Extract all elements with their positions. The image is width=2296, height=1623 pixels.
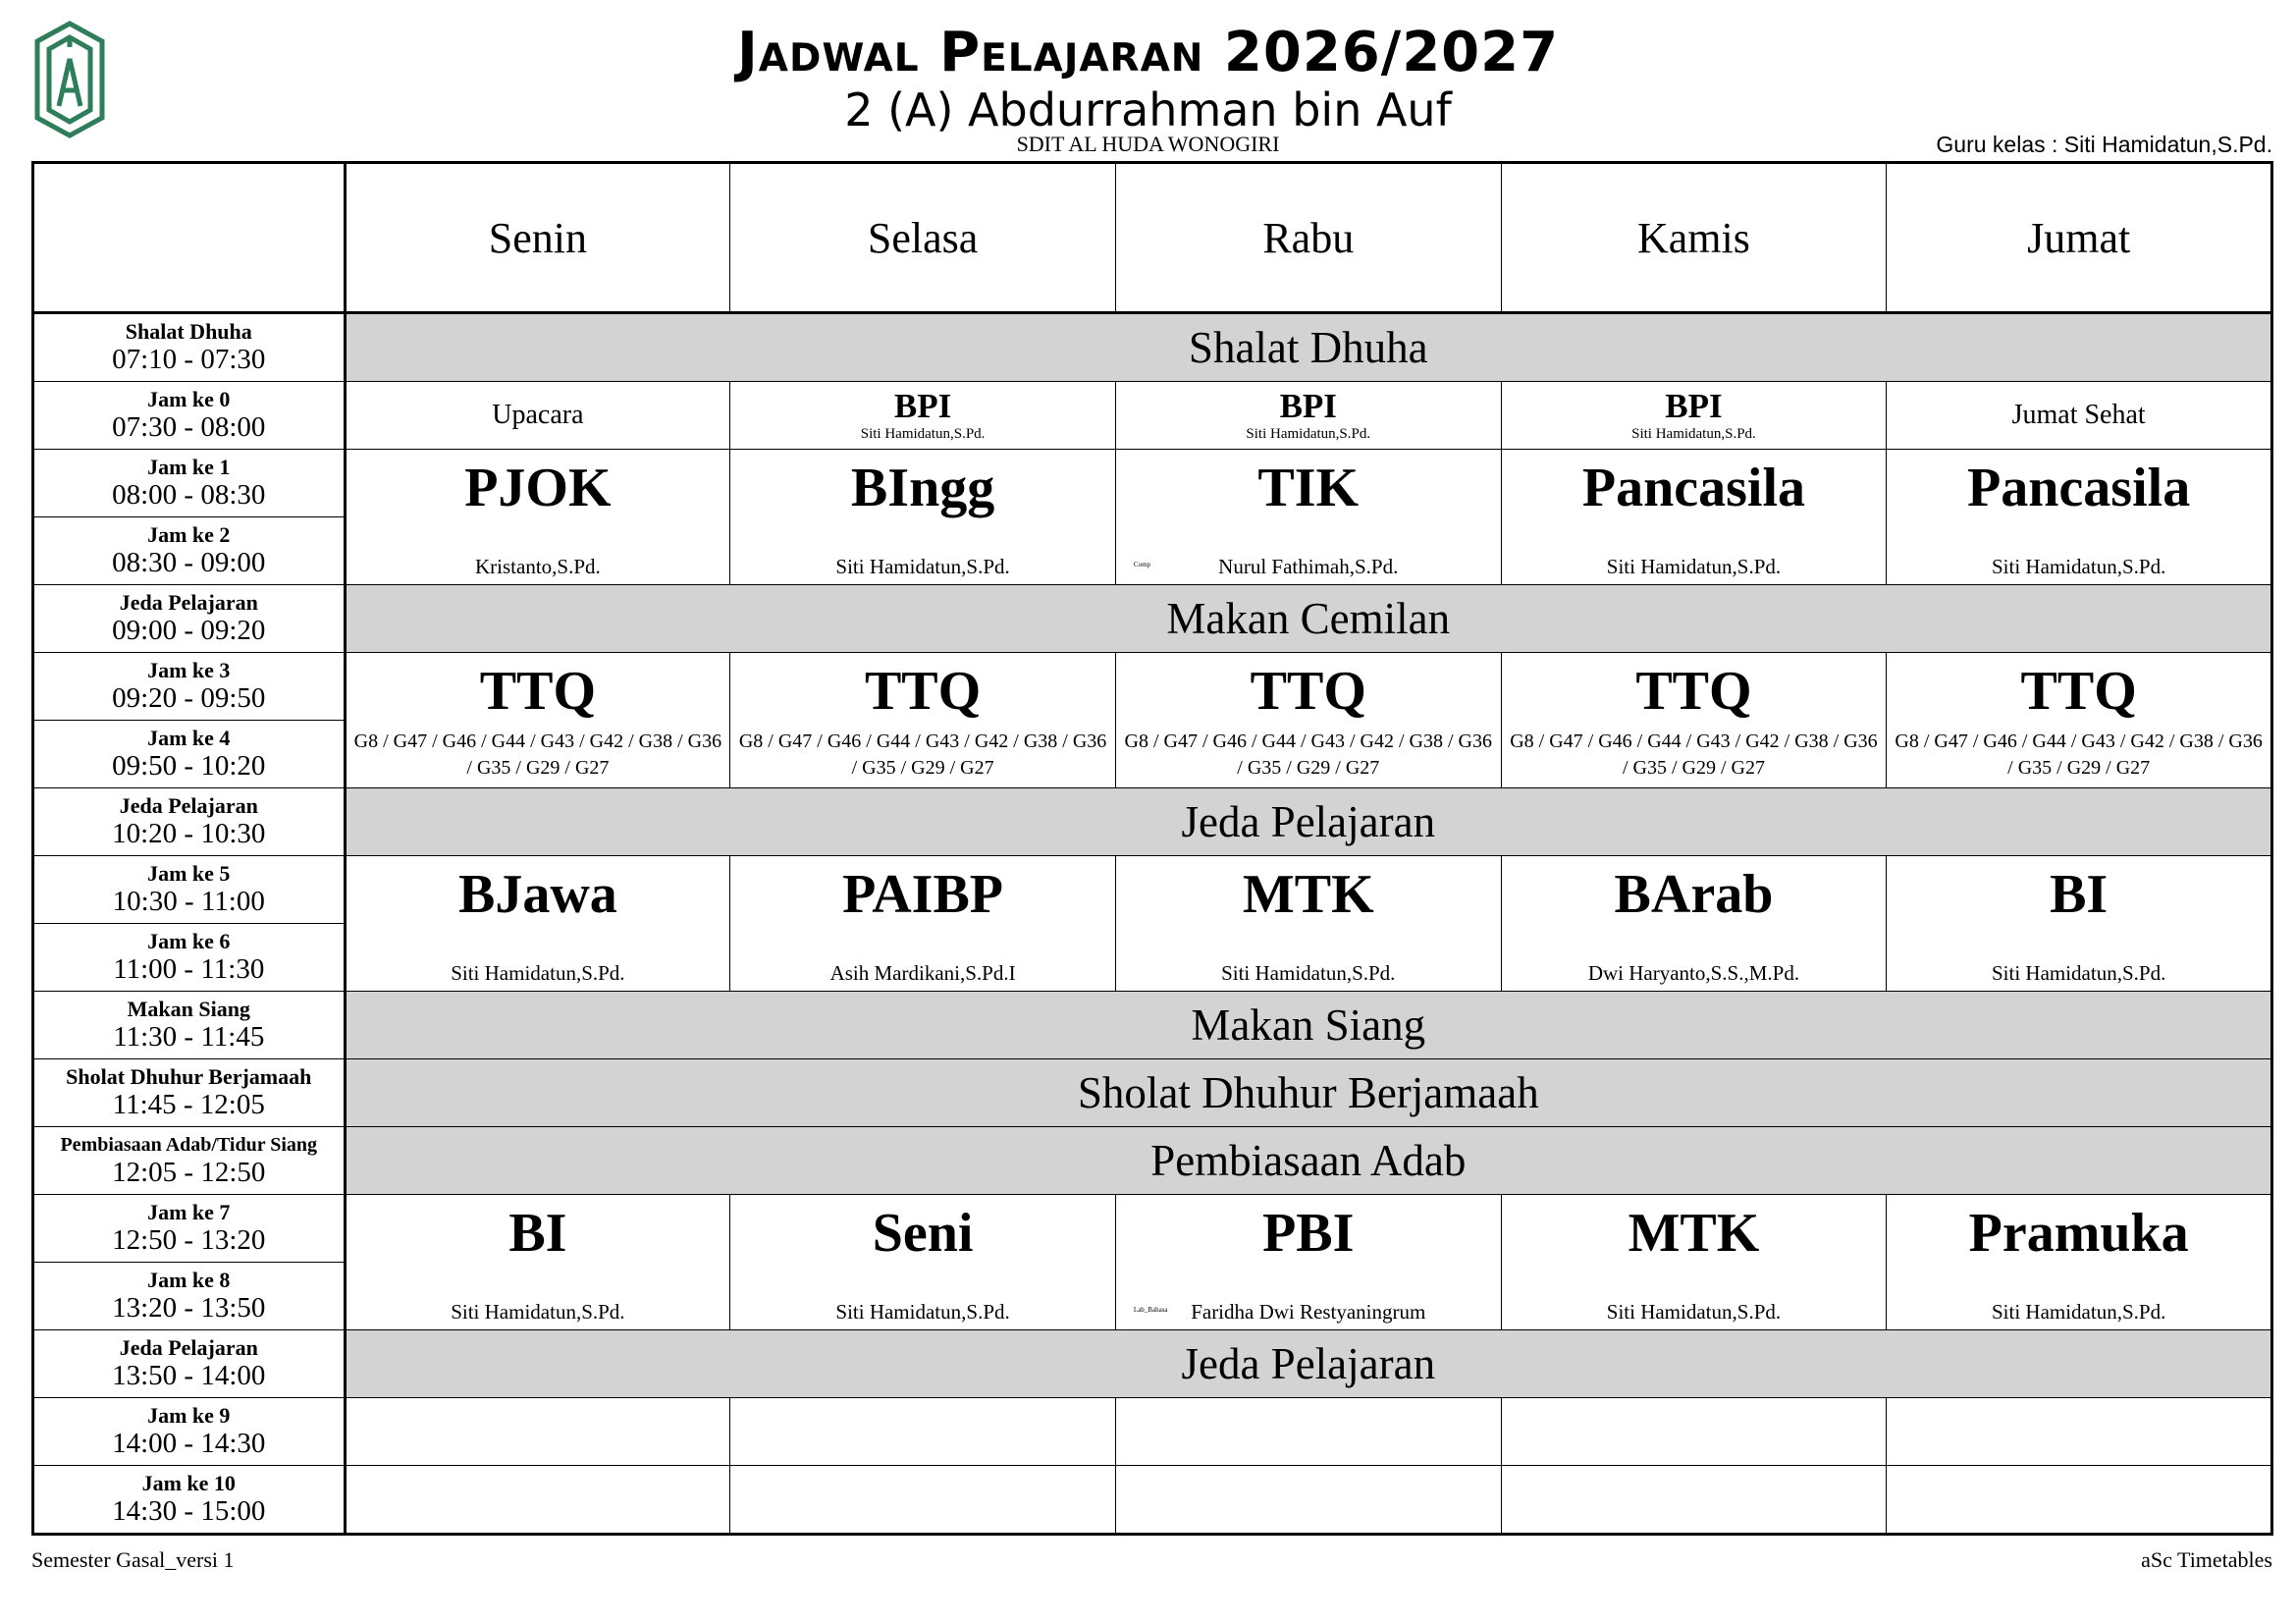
period-time: 08:00 - 08:30 [112,479,266,511]
period-time: 13:50 - 14:00 [112,1360,266,1391]
period-time: 11:45 - 12:05 [112,1089,265,1120]
room-label: Comp [1133,560,1151,568]
period-cell [33,653,346,721]
subject-name: BPI [1279,387,1337,425]
timetable-row [33,788,2272,856]
teacher-name: Siti Hamidatun,S.Pd. [1246,426,1371,442]
timetable-row [33,1330,2272,1398]
empty-cell [345,1398,730,1466]
lesson-cell [1115,653,1501,788]
empty-cell [1887,1398,2272,1466]
empty-cell [730,1398,1116,1466]
subject-name: PJOK [464,457,612,518]
empty-cell [1501,1466,1887,1535]
class-name: 2 (A) Abdurrahman bin Auf [844,83,1452,136]
group-list: G8 / G47 / G46 / G44 / G43 / G42 / G38 / G36 / G35 / G29 / G27 [1124,730,1492,779]
period-time: 07:30 - 08:00 [112,411,266,443]
lesson-cell [730,653,1116,788]
lesson-cell [345,856,730,992]
footer-generator: aSc Timetables [2141,1547,2272,1572]
subject-name: TTQ [2020,660,2137,722]
lesson-cell [730,382,1116,450]
period-cell [33,517,346,585]
subject-name: Pancasila [1967,457,2191,518]
break-cell: Pembiasaan Adab [345,1127,2271,1195]
teacher-name: Siti Hamidatun,S.Pd. [1991,554,2166,578]
period-label: Jam ke 3 [147,658,231,682]
break-cell: Makan Cemilan [345,585,2271,653]
teacher-name: Siti Hamidatun,S.Pd. [860,426,986,442]
lesson-cell [1887,450,2272,585]
timetable-row [33,653,2272,721]
teacher-name: Siti Hamidatun,S.Pd. [835,554,1010,578]
period-cell [33,1127,346,1195]
teacher-name: Siti Hamidatun,S.Pd. [451,1299,625,1324]
subject-name: BI [508,1202,567,1264]
period-label: Jam ke 8 [147,1268,231,1292]
period-cell [33,313,346,382]
period-cell [33,856,346,924]
period-label: Jeda Pelajaran [119,1335,258,1360]
subject-name: BJawa [457,863,617,925]
period-time: 14:30 - 15:00 [112,1495,266,1527]
period-cell [33,924,346,992]
period-time: 08:30 - 09:00 [112,547,266,578]
period-label: Jeda Pelajaran [119,793,258,818]
day-header [1887,163,2272,313]
period-time: 13:20 - 13:50 [112,1292,266,1324]
period-label: Jam ke 2 [147,522,231,547]
period-time: 09:20 - 09:50 [112,682,266,714]
period-cell [33,1330,346,1398]
timetable-row [33,1127,2272,1195]
lesson-cell [1115,382,1501,450]
empty-cell [345,1466,730,1535]
period-time: 14:00 - 14:30 [112,1428,266,1459]
period-time: 09:50 - 10:20 [112,750,266,782]
period-label: Jam ke 7 [147,1200,231,1224]
break-cell: Jeda Pelajaran [345,1330,2271,1398]
subject-name: BArab [1614,863,1774,925]
period-cell [33,585,346,653]
period-time: 11:00 - 11:30 [113,953,265,985]
period-time: 12:05 - 12:50 [112,1157,266,1188]
subject-name: BPI [1665,387,1723,425]
teacher-name: Siti Hamidatun,S.Pd. [1631,426,1756,442]
lesson-cell [1501,450,1887,585]
lesson-cell [1115,856,1501,992]
period-cell [33,450,346,517]
timetable-row [33,1059,2272,1127]
subject-name: Seni [872,1202,974,1264]
period-cell [33,1059,346,1127]
day-name: Selasa [867,213,979,262]
lesson-cell [345,450,730,585]
empty-cell [1887,1466,2272,1535]
period-label: Makan Siang [127,997,250,1021]
period-label: Jam ke 10 [141,1471,236,1495]
subject-name: Pramuka [1968,1202,2189,1264]
timetable-row [33,1195,2272,1263]
subject-name: TTQ [1250,660,1366,722]
group-list: G8 / G47 / G46 / G44 / G43 / G42 / G38 / G36 / G35 / G29 / G27 [353,730,722,779]
period-label: Jam ke 5 [147,861,231,886]
lesson-cell [345,382,730,450]
lesson-cell [730,450,1116,585]
break-cell: Sholat Dhuhur Berjamaah [345,1059,2271,1127]
lesson-cell [345,1195,730,1330]
homeroom-teacher: Guru kelas : Siti Hamidatun,S.Pd. [1936,132,2272,157]
lesson-cell [1887,382,2272,450]
teacher-name: Nurul Fathimah,S.Pd. [1218,554,1399,578]
period-time: 07:10 - 07:30 [112,344,266,375]
teacher-name: Siti Hamidatun,S.Pd. [1991,960,2166,985]
period-cell [33,1195,346,1263]
timetable-row [33,1466,2272,1535]
timetable-row [33,1398,2272,1466]
period-label: Jam ke 6 [147,929,231,953]
footer-version: Semester Gasal_versi 1 [31,1547,235,1572]
day-name: Rabu [1262,213,1355,262]
lesson-cell [730,1195,1116,1330]
lesson-cell [1887,856,2272,992]
day-name: Senin [488,213,587,262]
empty-cell [730,1466,1116,1535]
teacher-name: Dwi Haryanto,S.S.,M.Pd. [1587,960,1800,985]
period-time: 10:20 - 10:30 [112,818,266,849]
period-cell [33,721,346,788]
subject-name: BIngg [850,457,995,518]
empty-cell [1115,1398,1501,1466]
lesson-cell [1115,1195,1501,1330]
group-list: G8 / G47 / G46 / G44 / G43 / G42 / G38 / G36 / G35 / G29 / G27 [1510,730,1878,779]
timetable-row [33,450,2272,517]
period-time: 09:00 - 09:20 [112,615,266,646]
lesson-cell [1887,1195,2272,1330]
day-header [345,163,730,313]
subject-name: TTQ [479,660,597,722]
group-list: G8 / G47 / G46 / G44 / G43 / G42 / G38 / G36 / G35 / G29 / G27 [738,730,1107,779]
activity-label: Jumat Sehat [2011,400,2146,430]
empty-cell [1115,1466,1501,1535]
day-name: Jumat [2027,213,2131,262]
empty-cell [1501,1398,1887,1466]
break-cell: Jeda Pelajaran [345,788,2271,856]
period-cell [33,1398,346,1466]
teacher-name: Siti Hamidatun,S.Pd. [1991,1299,2166,1324]
timetable-row [33,856,2272,924]
subject-name: TTQ [864,660,982,722]
teacher-name: Siti Hamidatun,S.Pd. [1606,1299,1782,1324]
day-header-row [33,163,2272,313]
period-label: Sholat Dhuhur Berjamaah [66,1064,312,1089]
subject-name: TIK [1257,457,1360,518]
period-label: Jam ke 4 [147,726,231,750]
lesson-cell [730,856,1116,992]
teacher-name: Kristanto,S.Pd. [475,554,601,578]
subject-name: BPI [893,387,952,425]
period-time: 10:30 - 11:00 [112,886,265,917]
timetable-row [33,313,2272,382]
lesson-cell [1501,653,1887,788]
corner-cell [33,163,346,313]
period-label: Pembiasaan Adab/Tidur Siang [60,1134,318,1156]
period-cell [33,1263,346,1330]
period-label: Jeda Pelajaran [119,590,258,615]
teacher-name: Siti Hamidatun,S.Pd. [835,1299,1010,1324]
lesson-cell [1501,1195,1887,1330]
page-title: Jadwal Pelajaran 2026/2027 [736,21,1560,84]
period-label: Jam ke 9 [147,1403,231,1428]
timetable-row [33,382,2272,450]
break-cell: Makan Siang [345,992,2271,1059]
teacher-name: Asih Mardikani,S.Pd.I [829,960,1016,985]
lesson-cell [345,653,730,788]
lesson-cell [1887,653,2272,788]
period-time: 12:50 - 13:20 [112,1224,266,1256]
day-name: Kamis [1637,213,1750,262]
day-header [730,163,1116,313]
teacher-name: Siti Hamidatun,S.Pd. [1606,554,1782,578]
subject-name: BI [2050,863,2109,925]
subject-name: Pancasila [1581,457,1806,518]
teacher-name: Siti Hamidatun,S.Pd. [451,960,625,985]
period-time: 11:30 - 11:45 [113,1021,265,1053]
break-cell: Shalat Dhuha [345,313,2271,382]
subject-name: MTK [1242,863,1374,925]
subject-name: MTK [1628,1202,1760,1264]
period-cell [33,1466,346,1535]
lesson-cell [1115,450,1501,585]
school-name: SDIT AL HUDA WONOGIRI [1016,132,1280,156]
day-header [1501,163,1887,313]
subject-name: PBI [1262,1202,1355,1264]
period-label: Shalat Dhuha [125,319,252,344]
activity-label: Upacara [492,400,584,430]
lesson-cell [1501,856,1887,992]
teacher-name: Faridha Dwi Restyaningrum [1191,1299,1426,1324]
lesson-cell [1501,382,1887,450]
subject-name: TTQ [1635,660,1752,722]
subject-name: PAIBP [842,863,1003,925]
period-cell [33,382,346,450]
room-label: Lab_Bahasa [1133,1305,1168,1314]
day-header [1115,163,1501,313]
period-cell [33,788,346,856]
teacher-name: Siti Hamidatun,S.Pd. [1221,960,1396,985]
period-cell [33,992,346,1059]
group-list: G8 / G47 / G46 / G44 / G43 / G42 / G38 / G36 / G35 / G29 / G27 [1895,730,2263,779]
timetable-grid [31,161,2273,1536]
timetable-row [33,585,2272,653]
period-label: Jam ke 1 [147,455,231,479]
period-label: Jam ke 0 [147,387,231,411]
timetable-row [33,992,2272,1059]
